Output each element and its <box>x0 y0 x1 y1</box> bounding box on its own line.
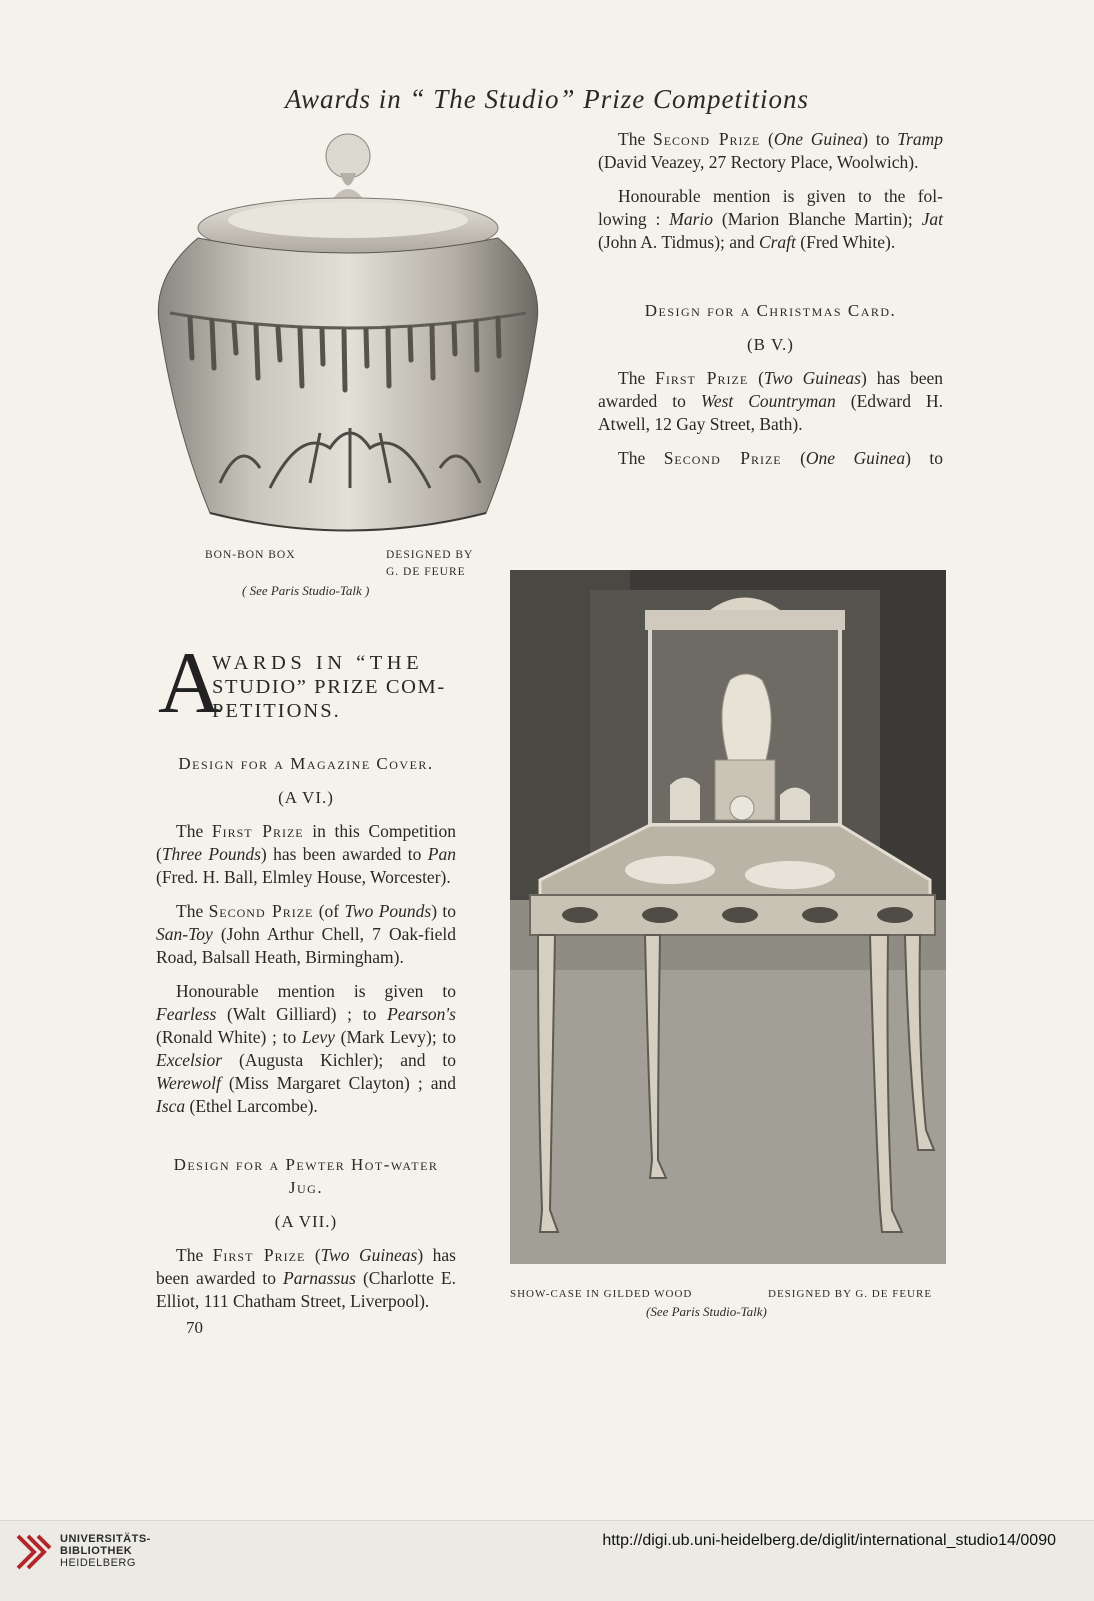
page-number: 70 <box>186 1318 203 1337</box>
drop-cap: A <box>158 635 222 732</box>
paragraph: The Second Prize (One Guinea) to Tramp (David Veazey, 27 Rectory Place, Woolwich). <box>598 129 943 172</box>
left-column <box>156 752 456 1324</box>
paragraph: The First Prize (Two Guineas) has been awarded to West Countryman (Edward H. Atwell, 12 Gay Street, Bath). <box>598 368 943 434</box>
title-line-1: WARDS IN “THE <box>212 652 424 674</box>
figure-1-caption-sub: ( See Paris Studio-Talk ) <box>242 583 370 598</box>
title-line-3: PETITIONS. <box>212 700 341 722</box>
library-logo-text: UNIVERSITÄTS- BIBLIOTHEK HEIDELBERG <box>60 1533 151 1569</box>
figure-2-caption-sub: (See Paris Studio-Talk) <box>646 1304 767 1319</box>
showcase-illustration <box>510 570 946 1264</box>
paragraph: The Second Prize (One Guinea) to <box>618 448 943 468</box>
section-code: (B V.) <box>747 335 794 354</box>
paragraph: Honourable mention is given to the fol-lowing : Mario (Marion Blanche Martin); Jat (John A. Tidmus); and Craft (Fred White). <box>598 186 943 252</box>
section-code: (A VI.) <box>278 788 334 807</box>
figure-1-caption-right-1: DESIGNED BY <box>386 549 474 561</box>
showcase-photograph <box>510 570 946 1264</box>
paragraph: The First Prize (Two Guineas) has been awarded to Parnassus (Charlotte E. Elliot, 111 Chatham Street, Liverpool). <box>156 1245 457 1311</box>
figure-2-caption-left: SHOW-CASE IN GILDED WOOD <box>510 1288 693 1300</box>
bonbon-box-illustration <box>150 128 560 548</box>
title-line-2: STUDIO” PRIZE COM- <box>212 676 446 698</box>
section-code: (A VII.) <box>274 1212 338 1231</box>
right-column-top <box>598 128 943 481</box>
paragraph: The First Prize in this Competition (Three Pounds) has been awarded to Pan (Fred. H. Ball, Elmley House, Worcester). <box>156 821 456 887</box>
paragraph: The Second Prize (of Two Pounds) to San-Toy (John Arthur Chell, 7 Oak-field Road, Balsall Heath, Birmingham). <box>156 901 456 967</box>
running-head: Awards in “ The Studio” Prize Competitions <box>284 84 810 114</box>
section-heading: Design for a Magazine Cover. <box>178 754 434 773</box>
paragraph: Honourable mention is given to Fearless (Walt Gilliard) ; to Pearson's (Ronald White) ; to Levy (Mark Levy); to Excelsior (Augusta Kichler); and to Werewolf (Miss Margaret Clayton) ; and Isca (Ethel Larcombe). <box>156 981 456 1116</box>
figure-1-caption-left: BON-BON BOX <box>205 549 296 561</box>
library-logo-icon <box>14 1530 54 1574</box>
source-url-link[interactable]: http://digi.ub.uni-heidelberg.de/diglit/international_studio14/0090 <box>602 1532 1056 1549</box>
figure-1-caption-right-2: G. DE FEURE <box>386 566 466 578</box>
section-heading: Design for a Christmas Card. <box>644 301 897 320</box>
article-title <box>158 635 470 732</box>
section-heading: Design for a Pewter Hot-water Jug. <box>173 1155 439 1197</box>
figure-2-caption-right: DESIGNED BY G. DE FEURE <box>768 1288 933 1300</box>
